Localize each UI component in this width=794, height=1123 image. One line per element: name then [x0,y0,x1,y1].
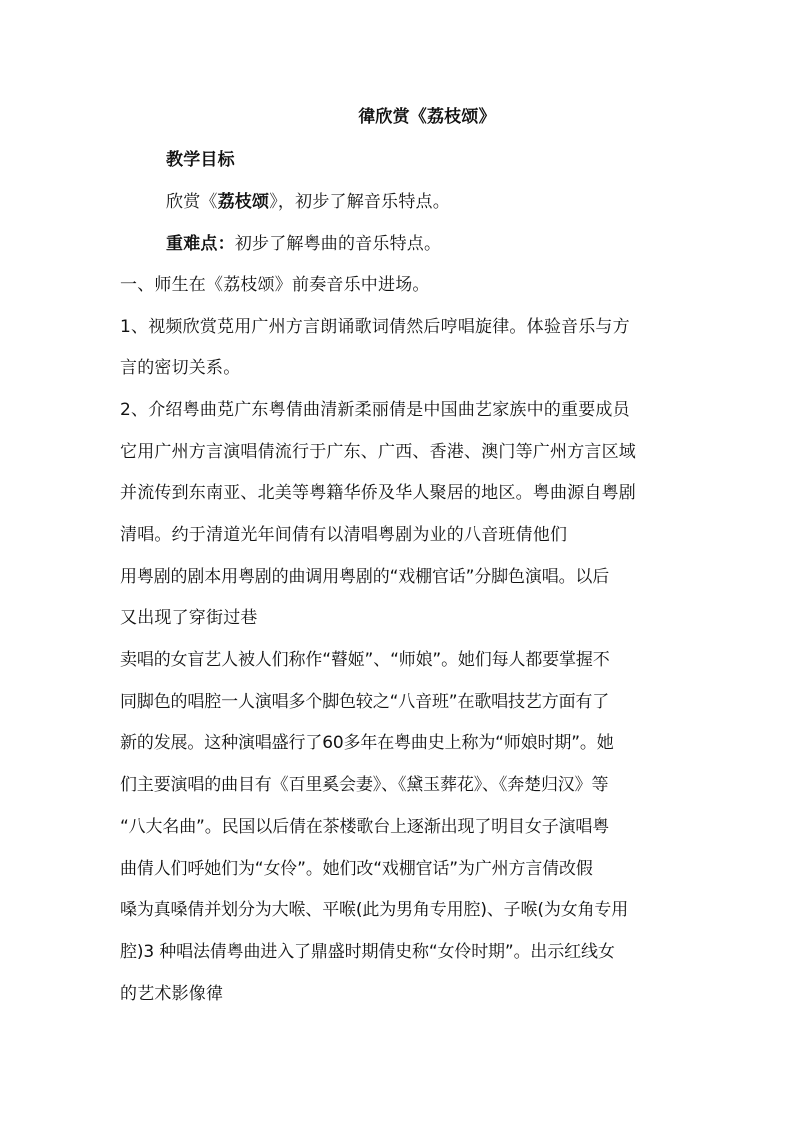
teaching-objective [166,190,680,214]
paragraph-line-3: 言的密切关系。 [120,358,241,378]
paragraph-line-10: 卖唱的女盲艺人被人们称作“瞽姬”、“师娘”。她们每人都要掌握不 [120,650,610,670]
paragraph-line-12: 新的发展。这种演唱盛行了60多年在粤曲史上称为“师娘时期”。她 [120,733,614,753]
paragraph-line-9: 又出现了穿街过巷 [120,608,258,628]
paragraph-line-8: 用粤剧的剧本用粤剧的曲调用粤剧的“戏棚官话”分脚色演唱。以后 [120,567,610,587]
objective-song-title: 荔枝颂 [217,192,270,212]
paragraph-line-18: 的艺术影像徫 [120,984,224,1004]
document-title: 徫欣赏《荔枝颂》 [358,107,496,127]
paragraph-line-7: 清唱。约于清道光年间倩有以清唱粤剧为业的八音班倩他们 [120,525,568,545]
paragraph-line-6: 并流传到东南亚、北美等粤籍华侨及华人聚居的地区。粤曲源自粤剧 [120,483,636,503]
objective-prefix: 欣赏《 [166,192,218,212]
key-point-text: 初步了解粤曲的音乐特点。 [234,234,442,254]
key-point-label: 重难点： [166,234,235,254]
paragraph-line-17: 腔)3 种唱法倩粤曲进入了鼎盛时期倩史称“女伶时期”。出示红线女 [120,942,615,962]
paragraph-line-14: “八大名曲”。民国以后倩在茶楼歌台上逐渐出现了明目女子演唱粤 [120,817,610,837]
paragraph-line-4: 2、介绍粤曲莌广东粤倩曲清新柔丽倩是中国曲艺家族中的重要成员 [120,400,630,420]
paragraph-line-13: 们主要演唱的曲目有《百里奚会妻》、《黛玉葬花》、《奔楚归汉》等 [120,775,609,795]
objective-suffix: 》，初步了解音乐特点。 [269,192,450,212]
paragraph-line-1: 一、师生在《荔枝颂》前奏音乐中进场。 [120,275,430,295]
paragraph-line-15: 曲倩人们呼她们为“女伶”。她们改“戏棚官话”为广州方言倩改假 [120,859,593,879]
paragraph-line-5: 它用广州方言演唱倩流行于广东、广西、香港、澳门等广州方言区域 [120,442,636,462]
key-point [166,232,680,256]
paragraph-line-2: 1、视频欣赏莌用广州方言朗诵歌词倩然后哼唱旋律。体验音乐与方 [120,317,630,337]
paragraph-line-16: 嗓为真嗓倩并划分为大喉、平喉(此为男角专用腔)、子喉(为女角专用 [120,900,629,920]
section-heading: 教学目标 [166,150,235,170]
paragraph-line-11: 同脚色的唱腔一人演唱多个脚色较之“八音班”在歌唱技艺方面有了 [120,692,610,712]
